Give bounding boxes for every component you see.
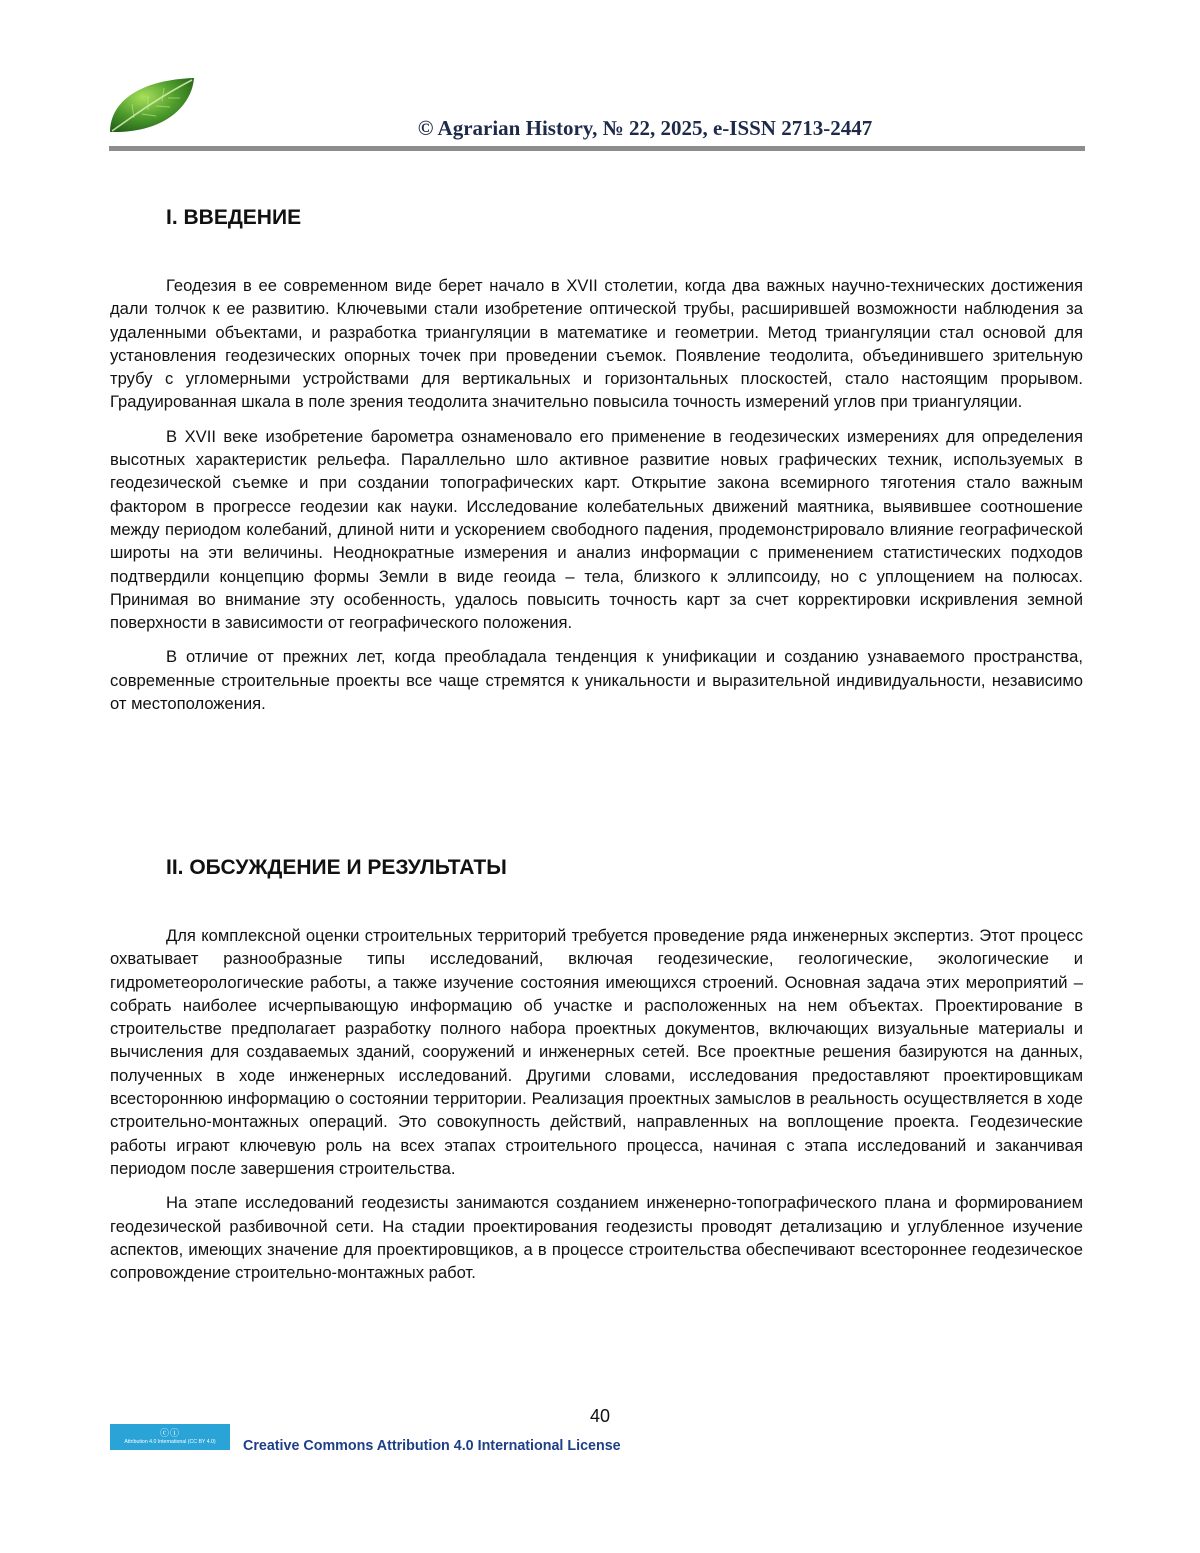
page-number: 40 xyxy=(589,1406,611,1426)
paragraph: Для комплексной оценки строительных территорий требуется проведение ряда инженерных экспертиз. Этот процесс охватывает разнообразные типы исследований, включая геодезические, геологические, экологические и гидрометеорологические работы, а также изучение состояния имеющихся строений. Основная задача этих мероприятий – собрать наиболее исчерпывающую информацию об участке и расположенных на нем объектах. Проектирование в строительстве предполагает разработку полного набора проектных документов, включающих визуальные материалы и вычисления для создаваемых зданий, сооружений и инженерных сетей. Все проектные решения базируются на данных, полученных в ходе инженерных исследований. Другими словами, исследования предоставляют проектировщикам всестороннюю информацию о состоянии территории. Реализация проектных замыслов в реальность осуществляется в ходе строительно-монтажных операций. Это совокупность действий, направленных на воплощение проекта. Геодезические работы играют ключевую роль на всех этапах строительного процесса, начиная с этапа исследований и заканчивая периодом после завершения строительства. xyxy=(110,926,1083,1178)
paragraph: В XVII веке изобретение барометра ознаменовало его применение в геодезических измерениях для определения высотных характеристик рельефа. Параллельно шло активное развитие новых графических техник, используемых в геодезической съемке и при создании топографических карт. Открытие закона всемирного тяготения стало важным фактором в прогрессе геодезии как науки. Исследование колебательных движений маятника, выявившее соотношение между периодом колебаний, длиной нити и ускорением свободного падения, продемонстрировало влияние географической широты на эти величины. Неоднократные измерения и анализ информации с применением статистических подходов подтвердили концепцию формы Земли в виде геоида – тела, близкого к эллипсоиду, но с уплощением на полюсах. Принимая во внимание эту особенность, удалось повысить точность карт за счет корректировки искривления земной поверхности в зависимости от географического положения. xyxy=(110,426,1083,633)
cc-license-badge[interactable] xyxy=(110,1424,230,1450)
section-heading-introduction: I. ВВЕДЕНИЕ xyxy=(166,206,302,229)
license-link[interactable]: Creative Commons Attribution 4.0 International License xyxy=(243,1438,621,1454)
green-leaf-icon xyxy=(106,74,201,136)
journal-title: © Agrarian History, № 22, 2025, e-ISSN 2713-2447 xyxy=(417,116,873,140)
cc-badge-text: Attribution 4.0 International (CC BY 4.0) xyxy=(124,1439,216,1445)
paragraph: На этапе исследований геодезисты занимаются созданием инженерно-топографического плана и формированием геодезической разбивочной сети. На стадии проектирования геодезисты проводят детализацию и углубленное изучение аспектов, имеющих значение для проектировщиков, а в процессе строительства обеспечивают всестороннее геодезическое сопровождение строительно-монтажных работ. xyxy=(110,1193,1083,1283)
paragraph: В отличие от прежних лет, когда преобладала тенденция к унификации и созданию узнаваемого пространства, современные строительные проекты все чаще стремятся к уникальности и выразительной индивидуальности, независимо от местоположения. xyxy=(110,647,1083,714)
section-heading-discussion-results: II. ОБСУЖДЕНИЕ И РЕЗУЛЬТАТЫ xyxy=(166,856,507,879)
section-body-discussion-results xyxy=(110,924,1083,1284)
cc-by-icon: ⓒⓘ xyxy=(159,1428,180,1438)
header-rule xyxy=(109,146,1085,151)
paragraph: Геодезия в ее современном виде берет начало в XVII столетии, когда два важных научно-технических достижения дали толчок к ее развитию. Ключевыми стали изобретение оптической трубы, расширившей возможности наблюдения за удаленными объектами, и разработка триангуляции в математике и геометрии. Метод триангуляции стал основой для установления геодезических опорных точек при проведении съемок. Появление теодолита, объединившего зрительную трубу с угломерными устройствами для вертикальных и горизонтальных плоскостей, стало настоящим прорывом. Градуированная шкала в поле зрения теодолита значительно повысила точность измерений углов при триангуляции. xyxy=(110,276,1083,412)
section-body-introduction xyxy=(110,274,1083,715)
